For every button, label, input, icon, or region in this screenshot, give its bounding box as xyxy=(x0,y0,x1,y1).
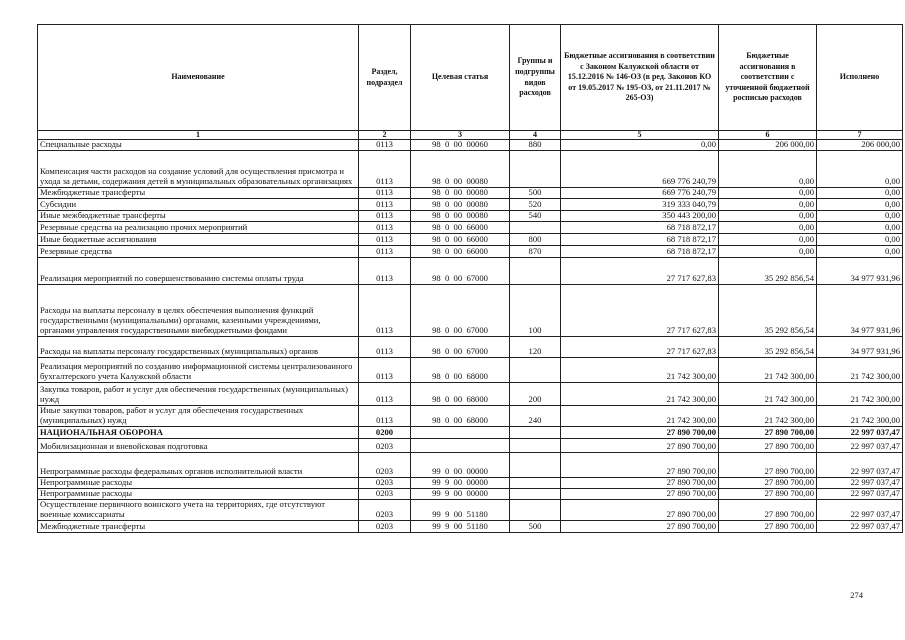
row-executed-cell: 21 742 300,00 xyxy=(817,358,903,383)
row-name-cell: Расходы на выплаты персоналу в целях обеспечения выполнения функций государственными (муниципальными) органами, казенными учреждениями, органами управления государственными внебюджетными фондами xyxy=(38,285,359,337)
row-name-cell: Непрограммные расходы xyxy=(38,478,359,489)
column-number: 6 xyxy=(719,131,817,140)
row-executed-cell: 22 997 037,47 xyxy=(817,500,903,521)
row-section-cell: 0113 xyxy=(359,383,411,406)
row-section-cell: 0113 xyxy=(359,406,411,427)
row-expense-group-cell: 100 xyxy=(510,285,561,337)
row-name-cell: Непрограммные расходы федеральных органов исполнительной власти xyxy=(38,453,359,478)
table-row xyxy=(38,427,903,439)
column-number: 3 xyxy=(411,131,510,140)
row-expense-group-cell: 120 xyxy=(510,337,561,358)
row-roll-allocation-cell: 27 890 700,00 xyxy=(719,453,817,478)
column-number: 1 xyxy=(38,131,359,140)
row-target-article-cell: 98 0 00 00080 xyxy=(411,188,510,199)
row-expense-group-cell xyxy=(510,439,561,453)
column-number-row xyxy=(38,131,903,140)
table-row xyxy=(38,358,903,383)
row-expense-group-cell xyxy=(510,478,561,489)
row-executed-cell: 34 977 931,96 xyxy=(817,337,903,358)
table-row xyxy=(38,478,903,489)
row-roll-allocation-cell: 27 890 700,00 xyxy=(719,520,817,532)
row-law-allocation-cell: 21 742 300,00 xyxy=(561,406,719,427)
row-expense-group-cell xyxy=(510,427,561,439)
row-law-allocation-cell: 27 890 700,00 xyxy=(561,520,719,532)
row-section-cell: 0203 xyxy=(359,500,411,521)
row-roll-allocation-cell: 27 890 700,00 xyxy=(719,500,817,521)
row-roll-allocation-cell: 35 292 856,54 xyxy=(719,337,817,358)
row-name-cell: Субсидии xyxy=(38,199,359,211)
row-expense-group-cell: 880 xyxy=(510,140,561,151)
row-section-cell: 0203 xyxy=(359,439,411,453)
table-row xyxy=(38,188,903,199)
table-row xyxy=(38,439,903,453)
row-target-article-cell: 98 0 00 66000 xyxy=(411,222,510,234)
row-expense-group-cell xyxy=(510,222,561,234)
header-row xyxy=(38,25,903,131)
row-executed-cell: 21 742 300,00 xyxy=(817,406,903,427)
row-expense-group-cell xyxy=(510,500,561,521)
row-roll-allocation-cell: 27 890 700,00 xyxy=(719,427,817,439)
row-roll-allocation-cell: 27 890 700,00 xyxy=(719,489,817,500)
row-name-cell: Непрограммные расходы xyxy=(38,489,359,500)
table-row xyxy=(38,199,903,211)
row-roll-allocation-cell: 0,00 xyxy=(719,211,817,222)
row-target-article-cell: 98 0 00 66000 xyxy=(411,246,510,258)
row-section-cell: 0203 xyxy=(359,453,411,478)
column-number: 2 xyxy=(359,131,411,140)
row-roll-allocation-cell: 0,00 xyxy=(719,222,817,234)
row-target-article-cell: 99 9 00 00000 xyxy=(411,478,510,489)
row-expense-group-cell: 870 xyxy=(510,246,561,258)
row-name-cell: Иные бюджетные ассигнования xyxy=(38,234,359,246)
row-law-allocation-cell: 27 890 700,00 xyxy=(561,453,719,478)
row-law-allocation-cell: 669 776 240,79 xyxy=(561,188,719,199)
row-target-article-cell: 98 0 00 00080 xyxy=(411,211,510,222)
row-target-article-cell xyxy=(411,439,510,453)
table-row xyxy=(38,140,903,151)
row-target-article-cell: 99 9 00 00000 xyxy=(411,489,510,500)
row-executed-cell: 0,00 xyxy=(817,151,903,188)
row-target-article-cell: 98 0 00 68000 xyxy=(411,406,510,427)
row-name-cell: Иные закупки товаров, работ и услуг для обеспечения государственных (муниципальных) нужд xyxy=(38,406,359,427)
row-expense-group-cell: 540 xyxy=(510,211,561,222)
row-roll-allocation-cell: 0,00 xyxy=(719,246,817,258)
row-name-cell: Резервные средства xyxy=(38,246,359,258)
row-target-article-cell: 99 9 00 51180 xyxy=(411,500,510,521)
row-name-cell: Компенсация части расходов на создание условий для осуществления присмотра и ухода за детьми, содержания детей в муниципальных образовательных организациях xyxy=(38,151,359,188)
table-row xyxy=(38,258,903,285)
row-executed-cell: 22 997 037,47 xyxy=(817,478,903,489)
row-name-cell: Межбюджетные трансферты xyxy=(38,188,359,199)
row-target-article-cell: 99 9 00 51180 xyxy=(411,520,510,532)
row-law-allocation-cell: 669 776 240,79 xyxy=(561,151,719,188)
row-roll-allocation-cell: 0,00 xyxy=(719,188,817,199)
table-row xyxy=(38,337,903,358)
row-expense-group-cell: 200 xyxy=(510,383,561,406)
row-roll-allocation-cell: 0,00 xyxy=(719,151,817,188)
row-target-article-cell: 98 0 00 00060 xyxy=(411,140,510,151)
row-executed-cell: 0,00 xyxy=(817,188,903,199)
row-executed-cell: 0,00 xyxy=(817,199,903,211)
row-roll-allocation-cell: 0,00 xyxy=(719,199,817,211)
row-roll-allocation-cell: 21 742 300,00 xyxy=(719,383,817,406)
row-law-allocation-cell: 27 717 627,83 xyxy=(561,337,719,358)
table-row xyxy=(38,246,903,258)
row-law-allocation-cell: 27 890 700,00 xyxy=(561,439,719,453)
row-section-cell: 0113 xyxy=(359,211,411,222)
row-target-article-cell: 98 0 00 67000 xyxy=(411,258,510,285)
row-target-article-cell: 98 0 00 68000 xyxy=(411,358,510,383)
row-target-article-cell: 98 0 00 67000 xyxy=(411,337,510,358)
table-row xyxy=(38,383,903,406)
row-law-allocation-cell: 27 890 700,00 xyxy=(561,500,719,521)
row-expense-group-cell xyxy=(510,258,561,285)
column-number: 7 xyxy=(817,131,903,140)
row-law-allocation-cell: 27 717 627,83 xyxy=(561,285,719,337)
row-name-cell: Специальные расходы xyxy=(38,140,359,151)
row-expense-group-cell: 240 xyxy=(510,406,561,427)
column-number: 5 xyxy=(561,131,719,140)
row-law-allocation-cell: 27 717 627,83 xyxy=(561,258,719,285)
budget-execution-table xyxy=(37,24,903,533)
header-section: Раздел, подраздел xyxy=(359,25,411,131)
row-roll-allocation-cell: 35 292 856,54 xyxy=(719,258,817,285)
header-executed: Исполнено xyxy=(817,25,903,131)
row-target-article-cell: 98 0 00 00080 xyxy=(411,151,510,188)
row-executed-cell: 22 997 037,47 xyxy=(817,439,903,453)
row-section-cell: 0113 xyxy=(359,246,411,258)
row-section-cell: 0113 xyxy=(359,199,411,211)
row-section-cell: 0113 xyxy=(359,358,411,383)
row-section-cell: 0113 xyxy=(359,234,411,246)
row-roll-allocation-cell: 35 292 856,54 xyxy=(719,285,817,337)
table-row xyxy=(38,489,903,500)
row-executed-cell: 0,00 xyxy=(817,246,903,258)
row-law-allocation-cell: 21 742 300,00 xyxy=(561,358,719,383)
row-law-allocation-cell: 350 443 200,00 xyxy=(561,211,719,222)
row-law-allocation-cell: 27 890 700,00 xyxy=(561,427,719,439)
row-target-article-cell: 98 0 00 66000 xyxy=(411,234,510,246)
header-law-allocations: Бюджетные ассигнования в соответствии с Законом Калужской области от 15.12.2016 № 146-ОЗ (в ред. Законов КО от 19.05.2017 № 195-ОЗ, от 21.11.2017 № 265-ОЗ) xyxy=(561,25,719,131)
row-section-cell: 0113 xyxy=(359,140,411,151)
header-roll-allocations: Бюджетные ассигнования в соответствии с уточненной бюджетной росписью расходов xyxy=(719,25,817,131)
row-executed-cell: 22 997 037,47 xyxy=(817,489,903,500)
row-law-allocation-cell: 0,00 xyxy=(561,140,719,151)
row-expense-group-cell xyxy=(510,151,561,188)
header-name: Наименование xyxy=(38,25,359,131)
row-section-cell: 0113 xyxy=(359,151,411,188)
row-expense-group-cell: 500 xyxy=(510,520,561,532)
row-executed-cell: 0,00 xyxy=(817,222,903,234)
row-section-cell: 0203 xyxy=(359,520,411,532)
table-row xyxy=(38,500,903,521)
row-target-article-cell: 98 0 00 67000 xyxy=(411,285,510,337)
row-name-cell: Закупка товаров, работ и услуг для обеспечения государственных (муниципальных) нужд xyxy=(38,383,359,406)
row-name-cell: Реализация мероприятий по совершенствованию системы оплаты труда xyxy=(38,258,359,285)
row-expense-group-cell: 520 xyxy=(510,199,561,211)
row-roll-allocation-cell: 27 890 700,00 xyxy=(719,478,817,489)
row-executed-cell: 34 977 931,96 xyxy=(817,285,903,337)
row-law-allocation-cell: 27 890 700,00 xyxy=(561,478,719,489)
row-law-allocation-cell: 21 742 300,00 xyxy=(561,383,719,406)
row-section-cell: 0113 xyxy=(359,337,411,358)
table-row xyxy=(38,285,903,337)
row-expense-group-cell: 800 xyxy=(510,234,561,246)
row-expense-group-cell: 500 xyxy=(510,188,561,199)
header-expense-group: Группы и подгруппы видов расходов xyxy=(510,25,561,131)
row-law-allocation-cell: 68 718 872,17 xyxy=(561,222,719,234)
table-row xyxy=(38,222,903,234)
row-executed-cell: 206 000,00 xyxy=(817,140,903,151)
row-executed-cell: 0,00 xyxy=(817,211,903,222)
row-section-cell: 0113 xyxy=(359,258,411,285)
row-expense-group-cell xyxy=(510,358,561,383)
row-name-cell: Резервные средства на реализацию прочих мероприятий xyxy=(38,222,359,234)
table-row xyxy=(38,406,903,427)
row-name-cell: Иные межбюджетные трансферты xyxy=(38,211,359,222)
header-target-article: Целевая статья xyxy=(411,25,510,131)
row-target-article-cell: 98 0 00 00080 xyxy=(411,199,510,211)
row-roll-allocation-cell: 27 890 700,00 xyxy=(719,439,817,453)
row-law-allocation-cell: 27 890 700,00 xyxy=(561,489,719,500)
row-name-cell: Расходы на выплаты персоналу государственных (муниципальных) органов xyxy=(38,337,359,358)
row-target-article-cell: 99 0 00 00000 xyxy=(411,453,510,478)
row-name-cell: Межбюджетные трансферты xyxy=(38,520,359,532)
row-roll-allocation-cell: 206 000,00 xyxy=(719,140,817,151)
row-roll-allocation-cell: 21 742 300,00 xyxy=(719,358,817,383)
table-row xyxy=(38,453,903,478)
row-section-cell: 0203 xyxy=(359,478,411,489)
row-roll-allocation-cell: 0,00 xyxy=(719,234,817,246)
row-expense-group-cell xyxy=(510,453,561,478)
column-number: 4 xyxy=(510,131,561,140)
table-row xyxy=(38,151,903,188)
row-name-cell: Мобилизационная и вневойсковая подготовка xyxy=(38,439,359,453)
row-expense-group-cell xyxy=(510,489,561,500)
row-executed-cell: 34 977 931,96 xyxy=(817,258,903,285)
row-law-allocation-cell: 319 333 040,79 xyxy=(561,199,719,211)
table-row xyxy=(38,520,903,532)
row-name-cell: Реализация мероприятий по созданию информационной системы централизованного бухгалтерского учета Калужской области xyxy=(38,358,359,383)
row-section-cell: 0113 xyxy=(359,285,411,337)
table-row xyxy=(38,211,903,222)
row-section-cell: 0113 xyxy=(359,188,411,199)
row-target-article-cell: 98 0 00 68000 xyxy=(411,383,510,406)
row-executed-cell: 21 742 300,00 xyxy=(817,383,903,406)
page-number: 274 xyxy=(850,590,863,600)
budget-execution-table-container xyxy=(37,24,903,533)
row-law-allocation-cell: 68 718 872,17 xyxy=(561,234,719,246)
row-target-article-cell xyxy=(411,427,510,439)
row-executed-cell: 0,00 xyxy=(817,234,903,246)
row-name-cell: Осуществление первичного воинского учета на территориях, где отсутствуют военные комиссариаты xyxy=(38,500,359,521)
row-law-allocation-cell: 68 718 872,17 xyxy=(561,246,719,258)
row-section-cell: 0113 xyxy=(359,222,411,234)
row-section-cell: 0200 xyxy=(359,427,411,439)
row-section-cell: 0203 xyxy=(359,489,411,500)
table-row xyxy=(38,234,903,246)
row-executed-cell: 22 997 037,47 xyxy=(817,453,903,478)
row-executed-cell: 22 997 037,47 xyxy=(817,427,903,439)
row-roll-allocation-cell: 21 742 300,00 xyxy=(719,406,817,427)
row-executed-cell: 22 997 037,47 xyxy=(817,520,903,532)
row-name-cell: НАЦИОНАЛЬНАЯ ОБОРОНА xyxy=(38,427,359,439)
